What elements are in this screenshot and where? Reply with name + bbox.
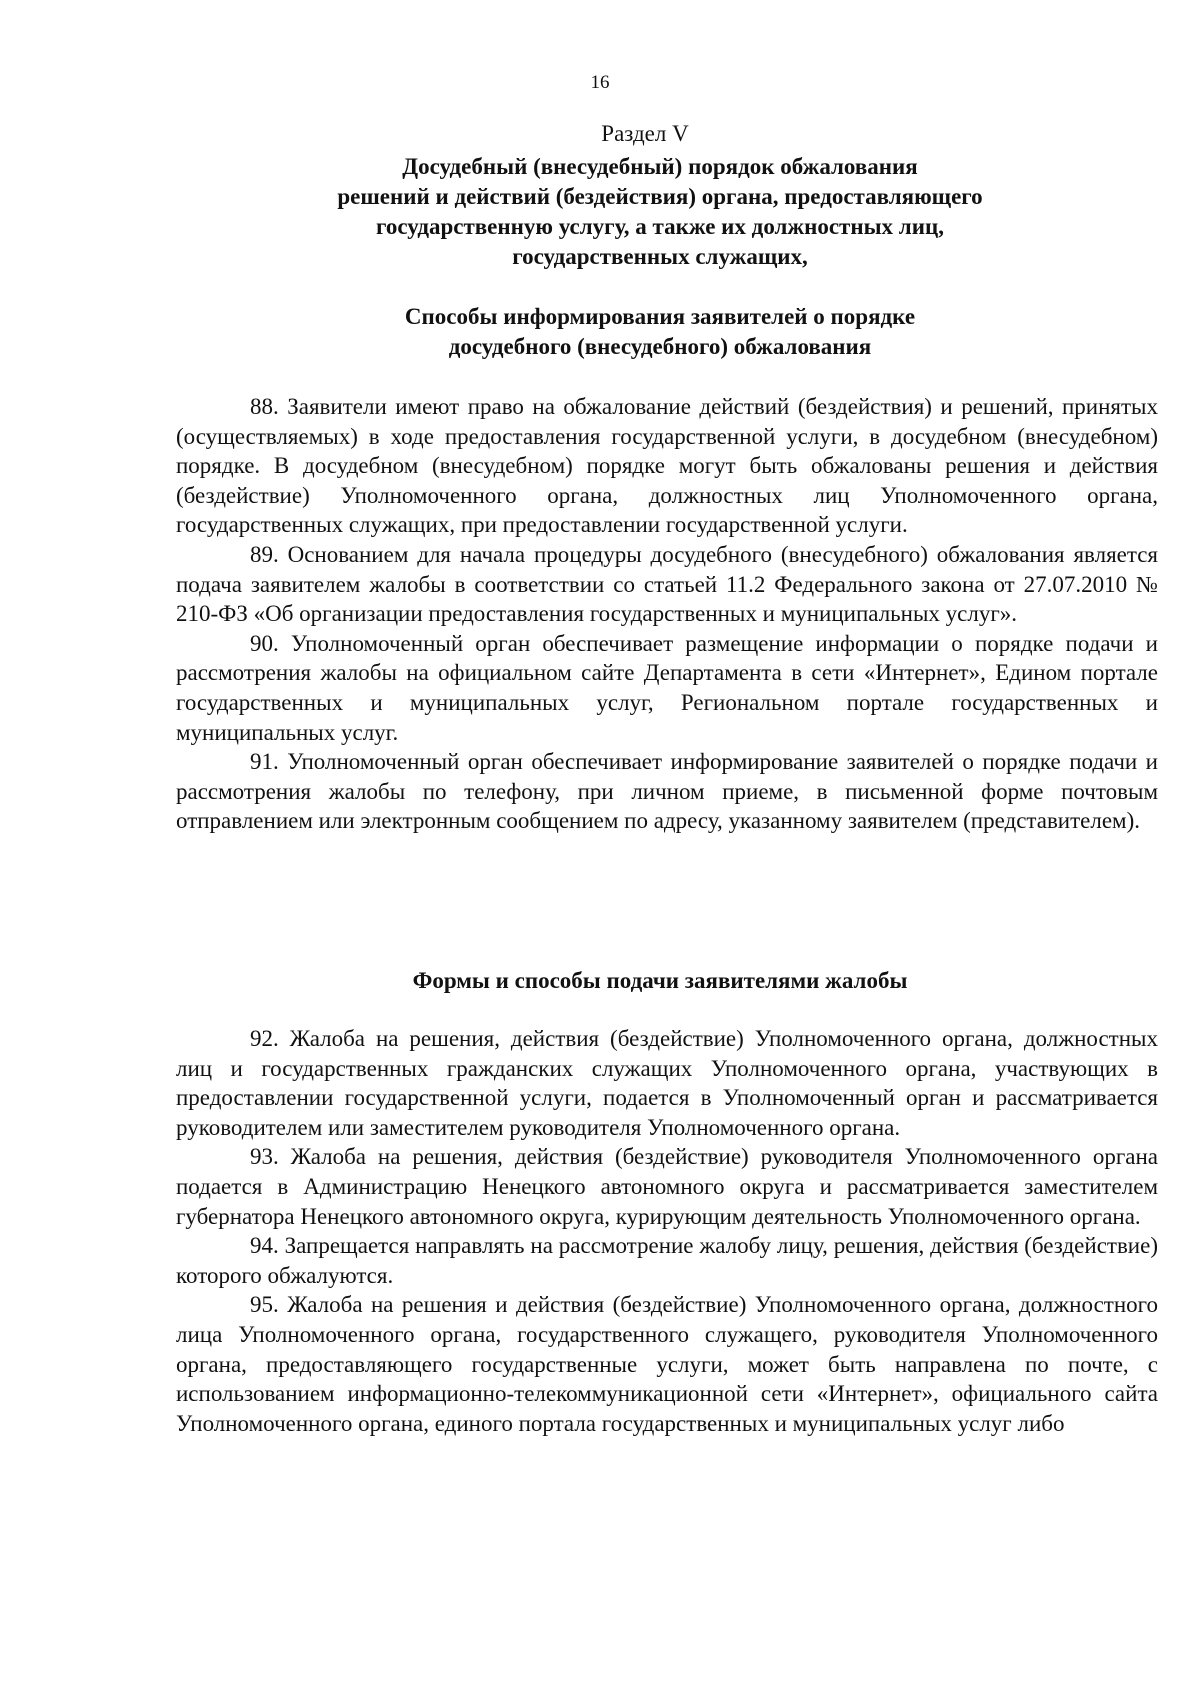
subsection-title-line: Формы и способы подачи заявителями жалобы — [412, 968, 908, 993]
paragraph-91: 91. Уполномоченный орган обеспечивает информирование заявителей о порядке подачи и рассмотрения жалобы по телефону, при личном приеме, в письменной форме почтовым отправлением или электронным сообщением по адресу, указанному заявителем (представителем). — [176, 749, 1158, 834]
paragraph-90: 90. Уполномоченный орган обеспечивает размещение информации о порядке подачи и рассмотрения жалобы на официальном сайте Департамента в сети «Интернет», Едином портале государственных и муниципальных услуг, Региональном портале государственных и муниципальных услуг. — [176, 630, 1158, 745]
paragraph-92: 92. Жалоба на решения, действия (бездействие) Уполномоченного органа, должностных лиц и государственных гражданских служащих Уполномоченного органа, участвующих в предоставлении государственной услуги, подается в Уполномоченный орган и рассматривается руководителем или заместителем руководителя Уполномоченного органа. — [176, 1026, 1158, 1140]
section-label: Раздел V — [601, 121, 689, 146]
section-title-line: государственных служащих, — [512, 244, 808, 269]
paragraphs-88-91 — [176, 392, 1158, 836]
section-title-line: решений и действий (бездействия) органа, предоставляющего — [337, 184, 983, 209]
subsection-title-line: Способы информирования заявителей о порядке — [404, 304, 916, 329]
subsection-title-complaint-forms — [160, 966, 1160, 996]
page-number: 16 — [590, 72, 610, 93]
paragraph-89: 89. Основанием для начала процедуры досудебного (внесудебного) обжалования является подача заявителем жалобы в соответствии со статьей 11.2 Федерального закона от 27.07.2010 № 210-ФЗ «Об организации предоставления государственных и муниципальных услуг». — [176, 541, 1158, 627]
paragraph-93: 93. Жалоба на решения, действия (бездействие) руководителя Уполномоченного органа подается в Администрацию Ненецкого автономного округа и рассматривается заместителем губернатора Ненецкого автономного округа, курирующим деятельность Уполномоченного органа. — [176, 1144, 1158, 1229]
paragraphs-92-95 — [176, 1024, 1158, 1438]
paragraph-88: 88. Заявители имеют право на обжалование действий (бездействия) и решений, принятых (осуществляемых) в ходе предоставления государственной услуги, в досудебном (внесудебном) порядке. В досудебном (внесудебном) порядке могут быть обжалованы решения и действия (бездействие) Уполномоченного органа, должностных лиц Уполномоченного органа, государственных служащих, при предоставлении государственной услуги. — [176, 394, 1158, 538]
section-title-line: Досудебный (внесудебный) порядок обжалования — [402, 154, 918, 179]
subsection-title-line: досудебного (внесудебного) обжалования — [448, 334, 872, 359]
paragraph-95: 95. Жалоба на решения и действия (бездействие) Уполномоченного органа, должностного лица Уполномоченного органа, государственного служащего, руководителя Уполномоченного органа, предоставляющего государственные услуги, может быть направлена по почте, с использованием информационно-телекоммуникационной сети «Интернет», официального сайта Уполномоченного органа, единого портала государственных и муниципальных услуг либо — [176, 1292, 1158, 1436]
paragraph-94: 94. Запрещается направлять на рассмотрение жалобу лицу, решения, действия (бездействие) которого обжалуются. — [176, 1233, 1158, 1288]
subsection-title-appeal-info — [160, 302, 1160, 362]
section-title — [160, 152, 1160, 272]
section-title-line: государственную услугу, а также их должностных лиц, — [376, 214, 944, 239]
